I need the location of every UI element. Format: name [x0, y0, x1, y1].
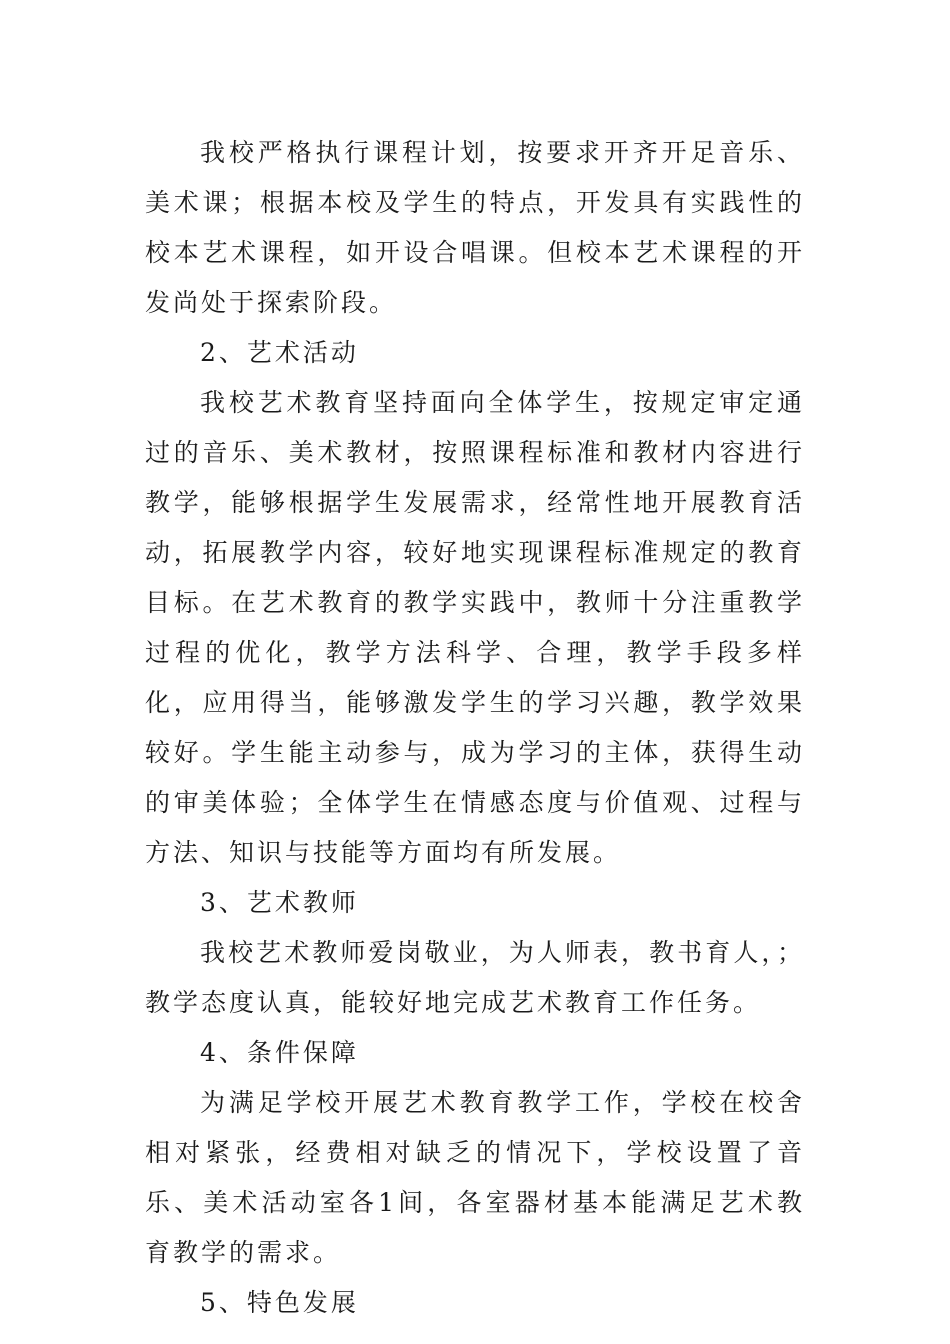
- paragraph-curriculum: 我校严格执行课程计划，按要求开齐开足音乐、美术课；根据本校及学生的特点，开发具有实践性的校本艺术课程，如开设合唱课。但校本艺术课程的开发尚处于探索阶段。: [145, 138, 805, 317]
- heading-special-development: 5、特色发展: [200, 1288, 359, 1317]
- document-page: [145, 128, 805, 1328]
- paragraph-art-teachers: 我校艺术教师爱岗敬业，为人师表，教书育人，；教学态度认真，能较好地完成艺术教育工作任务。: [145, 938, 805, 1017]
- paragraph-art-activities: 我校艺术教育坚持面向全体学生，按规定审定通过的音乐、美术教材，按照课程标准和教材内容进行教学，能够根据学生发展需求，经常性地开展教育活动，拓展教学内容，较好地实现课程标准规定的教育目标。在艺术教育的教学实践中，教师十分注重教学过程的优化，教学方法科学、合理，教学手段多样化，应用得当，能够激发学生的学习兴趣，教学效果较好。学生能主动参与，成为学习的主体，获得生动的审美体验；全体学生在情感态度与价值观、过程与方法、知识与技能等方面均有所发展。: [145, 388, 805, 867]
- heading-art-activities: 2、艺术活动: [200, 338, 359, 367]
- heading-conditions: 4、条件保障: [200, 1038, 359, 1067]
- heading-art-teachers: 3、艺术教师: [200, 888, 359, 917]
- paragraph-conditions: 为满足学校开展艺术教育教学工作，学校在校舍相对紧张，经费相对缺乏的情况下，学校设置了音乐、美术活动室各1间，各室器材基本能满足艺术教育教学的需求。: [145, 1088, 805, 1267]
